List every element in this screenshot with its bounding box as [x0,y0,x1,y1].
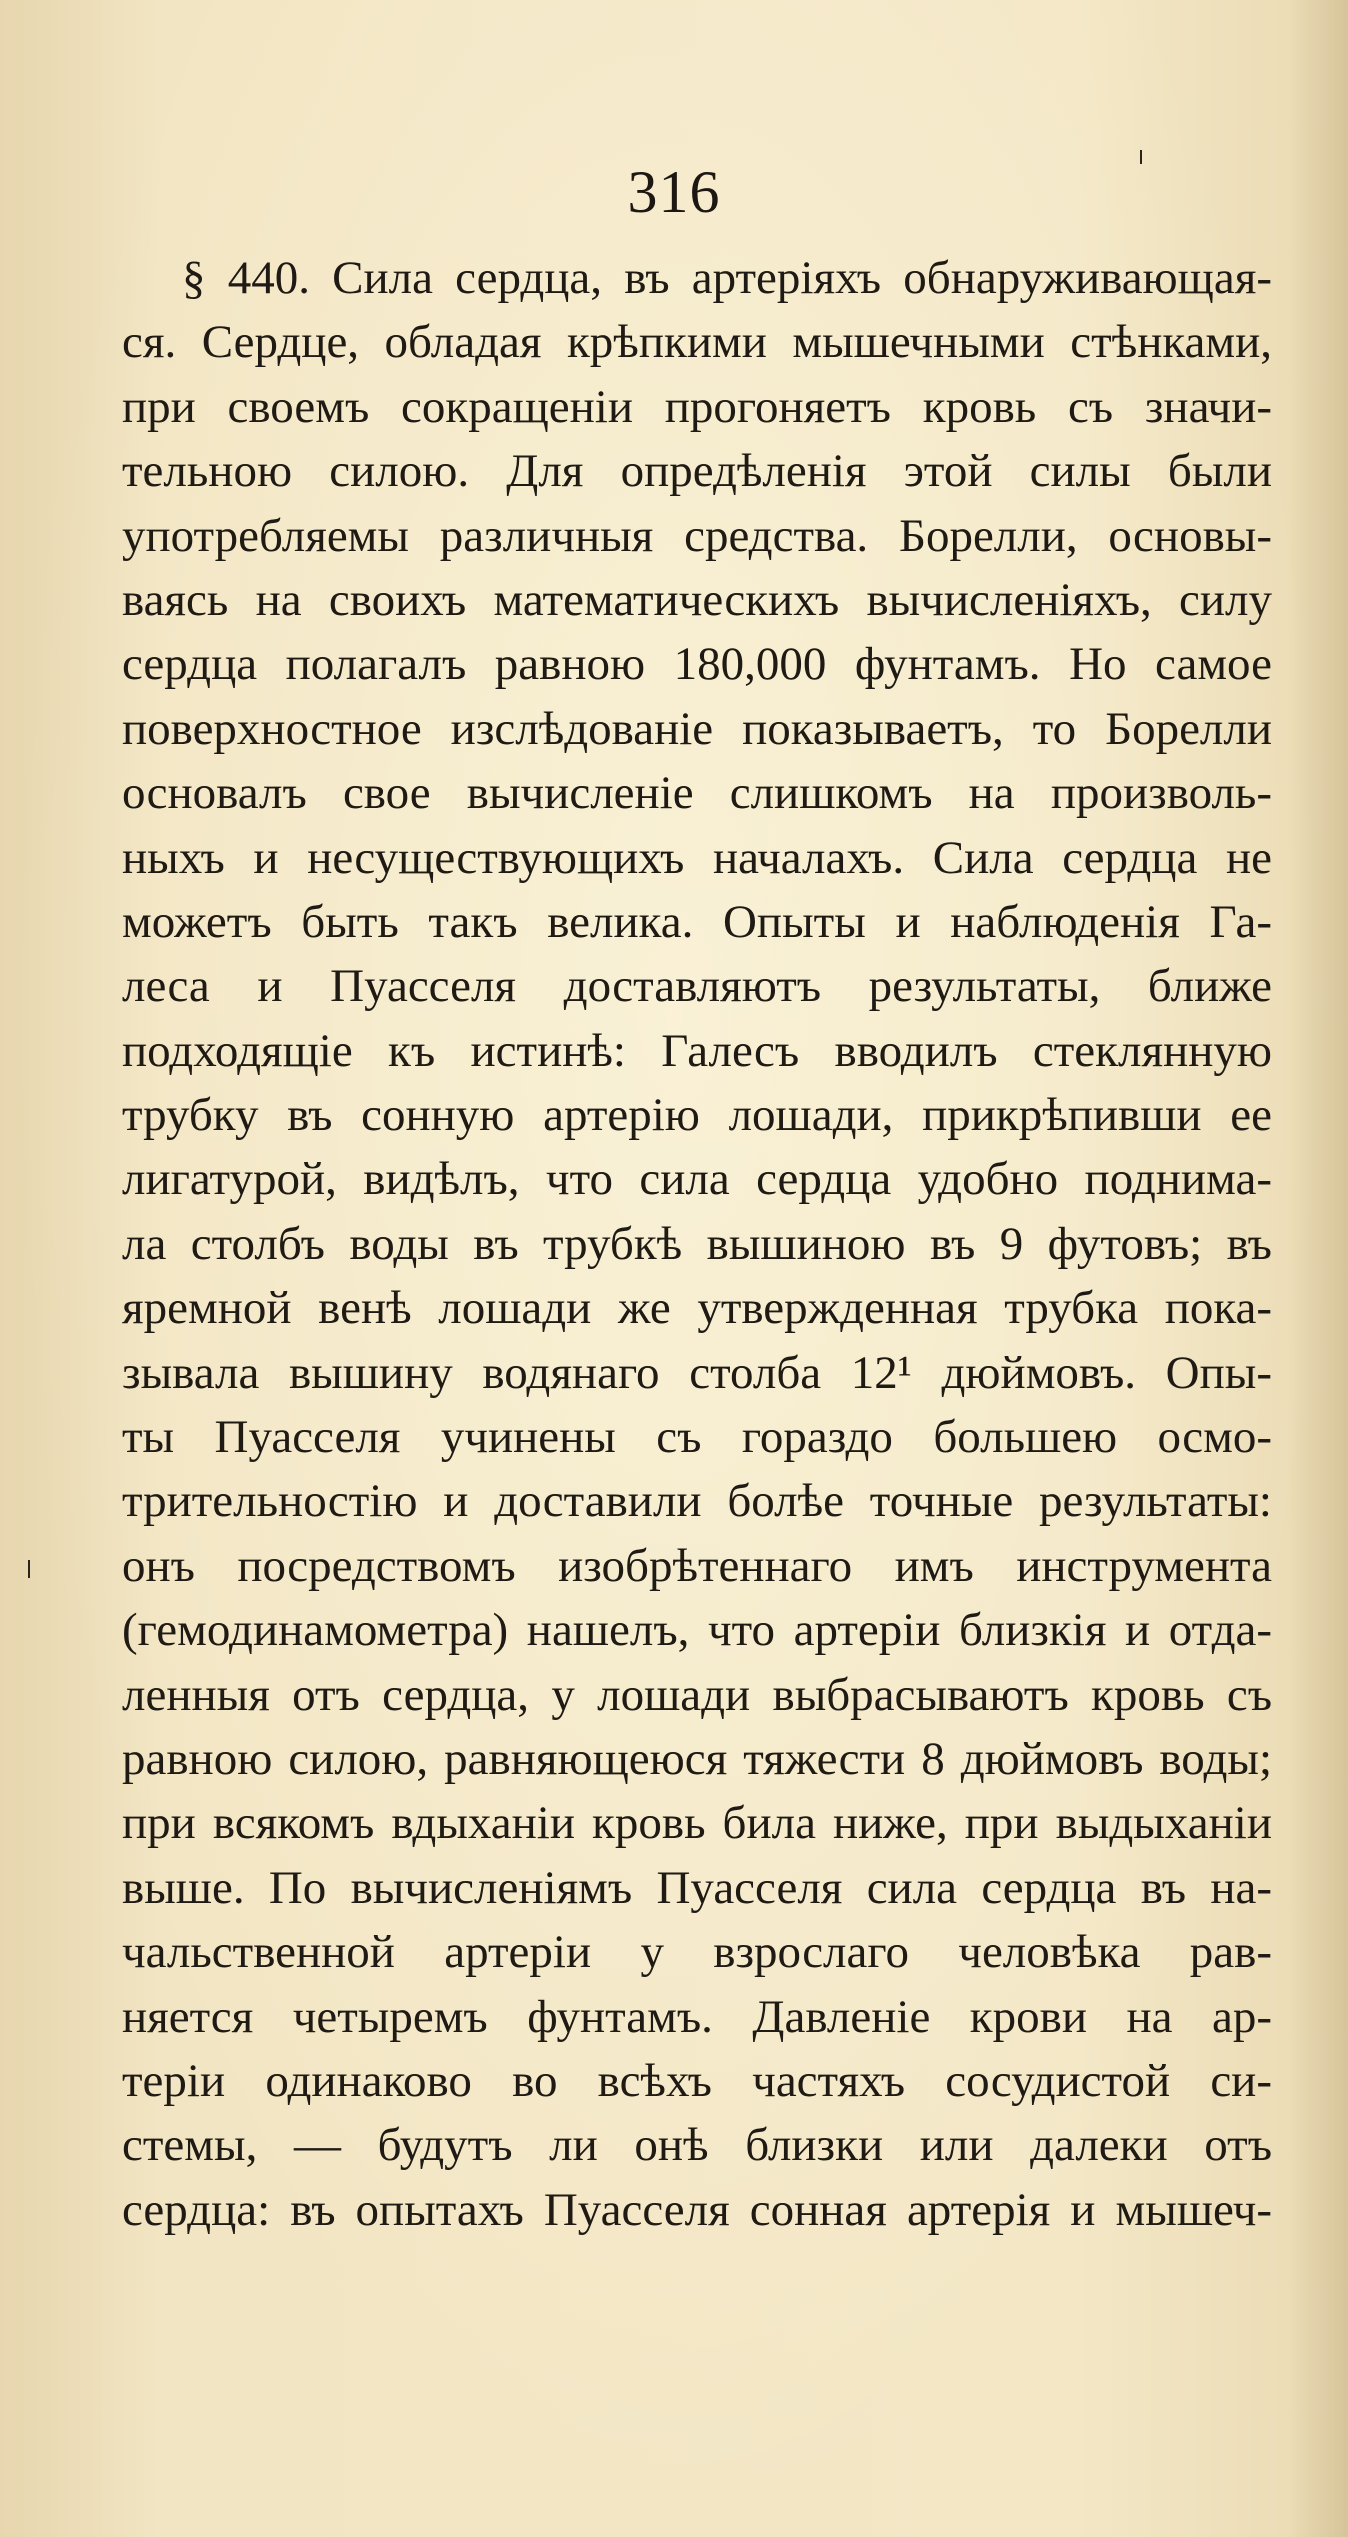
text-line: лигатурой, видѣлъ, что сила сердца удобно поднима- [122,1153,1272,1206]
text-line: сердца: въ опытахъ Пуасселя сонная артерія и мышеч- [122,2183,1272,2236]
text-line: равною силою, равняющеюся тяжести 8 дюймовъ воды; [122,1732,1272,1785]
text-line: ныхъ и несуществующихъ началахъ. Сила сердца не [122,831,1272,884]
ink-speck [28,1560,30,1578]
text-line: сердца полагалъ равною 180,000 фунтамъ. Но самое [122,638,1272,691]
text-line: ты Пуасселя учинены съ гораздо большею осмо- [122,1411,1272,1464]
text-line: трительностію и доставили болѣе точные результаты: [122,1475,1272,1528]
text-line: ла столбъ воды въ трубкѣ вышиною въ 9 футовъ; въ [122,1217,1272,1270]
text-line: поверхностное изслѣдованіе показываетъ, то Борелли [122,702,1272,755]
text-line: стемы, — будутъ ли онѣ близки или далеки отъ [122,2119,1272,2172]
text-line: употребляемы различныя средства. Борелли, основы- [122,509,1272,562]
text-line: няется четыремъ фунтамъ. Давленіе крови на ар- [122,1990,1272,2043]
text-line: онъ посредствомъ изобрѣтеннаго имъ инструмента [122,1539,1272,1592]
text-line: тельною силою. Для опредѣленія этой силы были [122,445,1272,498]
text-line: основалъ свое вычисленіе слишкомъ на произволь- [122,767,1272,820]
text-line: § 440. Сила сердца, въ артеріяхъ обнаруживающая- [182,252,1272,304]
text-line: теріи одинаково во всѣхъ частяхъ сосудистой си- [122,2054,1272,2107]
text-line: трубку въ сонную артерію лошади, прикрѣпивши ее [122,1089,1272,1142]
body-text [122,246,1272,2242]
text-line: ваясь на своихъ математическихъ вычисленіяхъ, силу [122,573,1272,626]
page-number: 316 [627,159,721,225]
page-edge-shadow [1288,0,1348,2537]
text-line: (гемодинамометра) нашелъ, что артеріи близкія и отда- [122,1604,1272,1657]
text-line: чальственной артеріи у взрослаго человѣка рав- [122,1926,1272,1979]
text-line: ленныя отъ сердца, у лошади выбрасываютъ кровь съ [122,1668,1272,1721]
text-line: можетъ быть такъ велика. Опыты и наблюденія Га- [122,895,1272,948]
text-line: зывала вышину водянаго столба 12¹ дюймовъ. Опы- [122,1346,1272,1399]
ink-speck [1140,150,1142,164]
text-line: при всякомъ вдыханіи кровь била ниже, при выдыханіи [122,1797,1272,1850]
text-line: леса и Пуасселя доставляютъ результаты, ближе [122,960,1272,1013]
text-line: подходящіе къ истинѣ: Галесъ вводилъ стеклянную [122,1024,1272,1077]
text-line: яремной венѣ лошади же утвержденная трубка пока- [122,1282,1272,1335]
text-line: ся. Сердце, обладая крѣпкими мышечными стѣнками, [122,316,1272,369]
text-line: выше. По вычисленіямъ Пуасселя сила сердца въ на- [122,1861,1272,1914]
text-line: при своемъ сокращеніи прогоняетъ кровь съ значи- [122,380,1272,433]
